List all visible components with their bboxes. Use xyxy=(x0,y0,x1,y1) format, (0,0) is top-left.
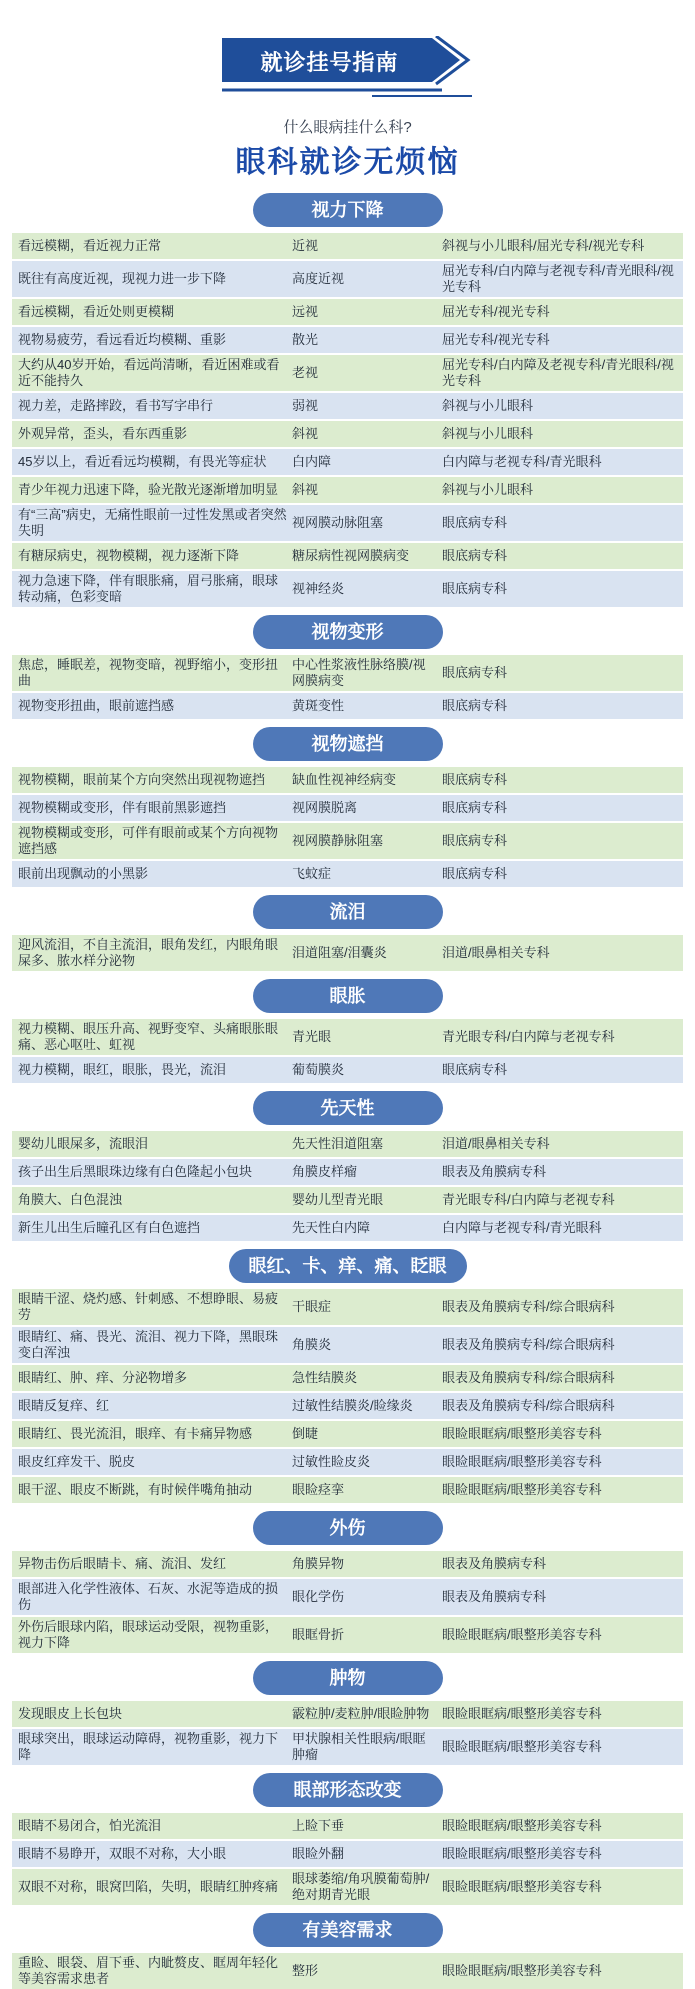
condition-cell: 近视 xyxy=(292,238,319,253)
department-cell: 屈光专科/视光专科 xyxy=(442,332,550,347)
department-cell: 眼底病专科 xyxy=(442,581,508,596)
symptom-cell: 孩子出生后黑眼珠边缘有白色隆起小包块 xyxy=(18,1164,253,1179)
symptom-cell: 外观异常，歪头，看东西重影 xyxy=(18,426,188,441)
condition-cell: 眼睑外翻 xyxy=(292,1846,345,1861)
symptom-cell: 眼部进入化学性液体、石灰、水泥等造成的损伤 xyxy=(18,1581,279,1612)
condition-cell: 急性结膜炎 xyxy=(292,1370,358,1385)
table-row xyxy=(12,543,683,569)
table-row xyxy=(12,1215,683,1241)
section xyxy=(12,1773,683,1905)
section xyxy=(12,1511,683,1653)
department-cell: 眼底病专科 xyxy=(442,833,508,848)
table-row xyxy=(12,795,683,821)
section-title: 眼胀 xyxy=(253,979,443,1013)
subtitle: 什么眼病挂什么科? xyxy=(283,119,412,136)
section-title: 视力下降 xyxy=(253,193,443,227)
symptom-cell: 看远模糊，看近视力正常 xyxy=(18,238,162,253)
condition-cell: 老视 xyxy=(292,365,319,380)
condition-cell: 高度近视 xyxy=(292,271,345,286)
table-row xyxy=(12,1579,683,1615)
condition-cell: 远视 xyxy=(292,304,319,319)
table-row xyxy=(12,477,683,503)
table-row xyxy=(12,355,683,391)
condition-cell: 眼睑痉挛 xyxy=(292,1482,345,1497)
symptom-cell: 眼睛干涩、烧灼感、针刺感、不想睁眼、易疲劳 xyxy=(18,1291,279,1322)
section-header xyxy=(12,615,683,649)
department-cell: 斜视与小儿眼科 xyxy=(442,482,534,497)
symptom-cell: 视物模糊，眼前某个方向突然出现视物遮挡 xyxy=(18,772,266,787)
table-row xyxy=(12,1393,683,1419)
department-cell: 眼睑眼眶病/眼整形美容专科 xyxy=(442,1879,602,1894)
section-header xyxy=(12,979,683,1013)
condition-cell: 散光 xyxy=(292,332,319,347)
table-row xyxy=(12,861,683,887)
section xyxy=(12,1091,683,1241)
table-row xyxy=(12,1289,683,1325)
table-row xyxy=(12,1953,683,1989)
symptom-cell: 重睑、眼袋、眉下垂、内眦赘皮、眶周年轻化等美容需求患者 xyxy=(18,1955,279,1986)
table-row xyxy=(12,505,683,541)
department-cell: 眼睑眼眶病/眼整形美容专科 xyxy=(442,1846,602,1861)
table-row xyxy=(12,1057,683,1083)
table-row xyxy=(12,1701,683,1727)
department-cell: 眼睑眼眶病/眼整形美容专科 xyxy=(442,1426,602,1441)
department-cell: 眼睑眼眶病/眼整形美容专科 xyxy=(442,1482,602,1497)
guide-sections xyxy=(0,193,695,1989)
table-row xyxy=(12,233,683,259)
symptom-cell: 双眼不对称，眼窝凹陷，失明，眼睛红肿疼痛 xyxy=(18,1879,279,1894)
condition-cell: 先天性泪道阻塞 xyxy=(292,1136,384,1151)
section xyxy=(12,727,683,887)
symptom-cell: 迎风流泪，不自主流泪，眼角发红，内眼角眼屎多、脓水样分泌物 xyxy=(18,937,279,968)
condition-cell: 糖尿病性视网膜病变 xyxy=(292,548,410,563)
title-banner xyxy=(222,36,472,98)
condition-cell: 眼化学伤 xyxy=(292,1589,345,1604)
table-row xyxy=(12,1019,683,1055)
table-row xyxy=(12,1365,683,1391)
condition-cell: 视网膜动脉阻塞 xyxy=(292,515,384,530)
department-cell: 屈光专科/白内障及老视专科/青光眼科/视光专科 xyxy=(442,357,674,388)
section-header xyxy=(12,1661,683,1695)
condition-cell: 视网膜静脉阻塞 xyxy=(292,833,384,848)
condition-cell: 婴幼儿型青光眼 xyxy=(292,1192,384,1207)
condition-cell: 弱视 xyxy=(292,398,319,413)
symptom-cell: 眼球突出，眼球运动障碍，视物重影，视力下降 xyxy=(18,1731,279,1762)
condition-cell: 霰粒肿/麦粒肿/眼睑肿物 xyxy=(292,1706,430,1721)
table-row xyxy=(12,1449,683,1475)
section-title: 流泪 xyxy=(253,895,443,929)
symptom-cell: 看远模糊，看近处则更模糊 xyxy=(18,304,175,319)
department-cell: 泪道/眼鼻相关专科 xyxy=(442,945,550,960)
table-row xyxy=(12,935,683,971)
department-cell: 眼睑眼眶病/眼整形美容专科 xyxy=(442,1627,602,1642)
department-cell: 青光眼专科/白内障与老视专科 xyxy=(442,1192,615,1207)
department-cell: 眼睑眼眶病/眼整形美容专科 xyxy=(442,1739,602,1754)
condition-cell: 干眼症 xyxy=(292,1299,332,1314)
table-row xyxy=(12,693,683,719)
department-cell: 眼睑眼眶病/眼整形美容专科 xyxy=(442,1963,602,1978)
department-cell: 眼底病专科 xyxy=(442,772,508,787)
condition-cell: 甲状腺相关性眼病/眼眶肿瘤 xyxy=(292,1731,426,1762)
section-header xyxy=(12,1091,683,1125)
section-title: 视物变形 xyxy=(253,615,443,649)
section-header xyxy=(12,1773,683,1807)
section xyxy=(12,979,683,1083)
condition-cell: 视网膜脱离 xyxy=(292,800,358,815)
symptom-cell: 视力差，走路摔跤，看书写字串行 xyxy=(18,398,214,413)
symptom-cell: 婴幼儿眼屎多，流眼泪 xyxy=(18,1136,149,1151)
department-cell: 眼底病专科 xyxy=(442,515,508,530)
condition-cell: 整形 xyxy=(292,1963,319,1978)
main-title: 眼科就诊无烦恼 xyxy=(235,146,460,179)
department-cell: 眼表及角膜病专科/综合眼病科 xyxy=(442,1398,615,1413)
section-title: 先天性 xyxy=(253,1091,443,1125)
department-cell: 泪道/眼鼻相关专科 xyxy=(442,1136,550,1151)
symptom-cell: 眼睛红、痛、畏光、流泪、视力下降，黑眼珠变白浑浊 xyxy=(18,1329,279,1360)
condition-cell: 过敏性结膜炎/睑缘炎 xyxy=(292,1398,413,1413)
department-cell: 眼底病专科 xyxy=(442,548,508,563)
table-row xyxy=(12,1869,683,1905)
symptom-cell: 眼睛红、畏光流泪，眼痒、有卡痛异物感 xyxy=(18,1426,253,1441)
symptom-cell: 焦虑，睡眠差，视物变暗，视野缩小，变形扭曲 xyxy=(18,657,279,688)
symptom-cell: 视力模糊，眼红，眼胀，畏光，流泪 xyxy=(18,1062,227,1077)
table-row xyxy=(12,1131,683,1157)
symptom-cell: 视力模糊、眼压升高、视野变窄、头痛眼胀眼痛、恶心呕吐、虹视 xyxy=(18,1021,279,1052)
symptom-cell: 眼睛不易闭合，怕光流泪 xyxy=(18,1818,162,1833)
condition-cell: 角膜炎 xyxy=(292,1337,332,1352)
table-row xyxy=(12,1551,683,1577)
department-cell: 眼表及角膜病专科/综合眼病科 xyxy=(442,1299,615,1314)
table-row xyxy=(12,1327,683,1363)
table-row xyxy=(12,393,683,419)
table-row xyxy=(12,449,683,475)
symptom-cell: 大约从40岁开始，看远尚清晰，看近困难或看近不能持久 xyxy=(18,357,280,388)
section xyxy=(12,1913,683,1989)
symptom-cell: 视力急速下降，伴有眼胀痛，眉弓胀痛，眼球转动痛，色彩变暗 xyxy=(18,573,279,604)
department-cell: 眼底病专科 xyxy=(442,1062,508,1077)
condition-cell: 先天性白内障 xyxy=(292,1220,371,1235)
table-row xyxy=(12,261,683,297)
department-cell: 斜视与小儿眼科 xyxy=(442,398,534,413)
table-row xyxy=(12,1477,683,1503)
department-cell: 眼表及角膜病专科 xyxy=(442,1589,547,1604)
section-title: 肿物 xyxy=(253,1661,443,1695)
department-cell: 眼底病专科 xyxy=(442,800,508,815)
condition-cell: 葡萄膜炎 xyxy=(292,1062,345,1077)
symptom-cell: 发现眼皮上长包块 xyxy=(18,1706,123,1721)
condition-cell: 中心性浆液性脉络膜/视网膜病变 xyxy=(292,657,426,688)
symptom-cell: 青少年视力迅速下降，验光散光逐渐增加明显 xyxy=(18,482,279,497)
table-row xyxy=(12,327,683,353)
section-title: 眼红、卡、痒、痛、眨眼 xyxy=(229,1249,467,1283)
department-cell: 斜视与小儿眼科/屈光专科/视光专科 xyxy=(442,238,645,253)
table-row xyxy=(12,823,683,859)
section-title: 有美容需求 xyxy=(253,1913,443,1947)
department-cell: 眼睑眼眶病/眼整形美容专科 xyxy=(442,1818,602,1833)
section xyxy=(12,1661,683,1765)
symptom-cell: 眼睛不易睁开，双眼不对称，大小眼 xyxy=(18,1846,227,1861)
section xyxy=(12,895,683,971)
symptom-cell: 有“三高”病史，无痛性眼前一过性发黑或者突然失明 xyxy=(18,507,287,538)
section-title: 眼部形态改变 xyxy=(253,1773,443,1807)
department-cell: 眼表及角膜病专科 xyxy=(442,1556,547,1571)
symptom-cell: 外伤后眼球内陷，眼球运动受限，视物重影，视力下降 xyxy=(18,1619,279,1650)
department-cell: 眼表及角膜病专科/综合眼病科 xyxy=(442,1370,615,1385)
department-cell: 白内障与老视专科/青光眼科 xyxy=(442,1220,602,1235)
section-title: 视物遮挡 xyxy=(253,727,443,761)
table-row xyxy=(12,1617,683,1653)
department-cell: 眼睑眼眶病/眼整形美容专科 xyxy=(442,1454,602,1469)
department-cell: 屈光专科/视光专科 xyxy=(442,304,550,319)
symptom-cell: 眼干涩、眼皮不断跳，有时候伴嘴角抽动 xyxy=(18,1482,253,1497)
symptom-cell: 眼睛红、肿、痒、分泌物增多 xyxy=(18,1370,188,1385)
symptom-cell: 眼皮红痒发干、脱皮 xyxy=(18,1454,136,1469)
symptom-cell: 角膜大、白色混浊 xyxy=(18,1192,123,1207)
department-cell: 眼表及角膜病专科 xyxy=(442,1164,547,1179)
section xyxy=(12,615,683,719)
section xyxy=(12,1249,683,1503)
condition-cell: 白内障 xyxy=(292,454,332,469)
department-cell: 青光眼专科/白内障与老视专科 xyxy=(442,1029,615,1044)
table-row xyxy=(12,1813,683,1839)
condition-cell: 斜视 xyxy=(292,426,319,441)
condition-cell: 角膜皮样瘤 xyxy=(292,1164,358,1179)
symptom-cell: 眼睛反复痒、红 xyxy=(18,1398,110,1413)
symptom-cell: 新生儿出生后瞳孔区有白色遮挡 xyxy=(18,1220,201,1235)
condition-cell: 泪道阻塞/泪囊炎 xyxy=(292,945,387,960)
table-row xyxy=(12,1187,683,1213)
symptom-cell: 视物变形扭曲，眼前遮挡感 xyxy=(18,698,175,713)
condition-cell: 眼眶骨折 xyxy=(292,1627,345,1642)
table-row xyxy=(12,767,683,793)
section-header xyxy=(12,1913,683,1947)
symptom-cell: 异物击伤后眼睛卡、痛、流泪、发红 xyxy=(18,1556,227,1571)
department-cell: 眼底病专科 xyxy=(442,698,508,713)
table-row xyxy=(12,655,683,691)
symptom-cell: 眼前出现飘动的小黑影 xyxy=(18,866,149,881)
table-row xyxy=(12,1729,683,1765)
section-title: 外伤 xyxy=(253,1511,443,1545)
section xyxy=(12,193,683,607)
department-cell: 眼底病专科 xyxy=(442,665,508,680)
section-header xyxy=(12,1511,683,1545)
condition-cell: 眼球萎缩/角巩膜葡萄肿/绝对期青光眼 xyxy=(292,1871,430,1902)
symptom-cell: 既往有高度近视，现视力进一步下降 xyxy=(18,271,227,286)
banner-title: 就诊挂号指南 xyxy=(260,50,399,75)
symptom-cell: 视物易疲劳，看远看近均模糊、重影 xyxy=(18,332,227,347)
condition-cell: 青光眼 xyxy=(292,1029,332,1044)
condition-cell: 飞蚊症 xyxy=(292,866,332,881)
condition-cell: 斜视 xyxy=(292,482,319,497)
condition-cell: 黄斑变性 xyxy=(292,698,345,713)
condition-cell: 视神经炎 xyxy=(292,581,345,596)
section-header xyxy=(12,193,683,227)
section-header xyxy=(12,727,683,761)
department-cell: 白内障与老视专科/青光眼科 xyxy=(442,454,602,469)
symptom-cell: 视物模糊或变形，伴有眼前黑影遮挡 xyxy=(18,800,227,815)
condition-cell: 缺血性视神经病变 xyxy=(292,772,397,787)
department-cell: 斜视与小儿眼科 xyxy=(442,426,534,441)
symptom-cell: 有糖尿病史，视物模糊，视力逐渐下降 xyxy=(18,548,240,563)
table-row xyxy=(12,571,683,607)
department-cell: 眼表及角膜病专科/综合眼病科 xyxy=(442,1337,615,1352)
table-row xyxy=(12,1159,683,1185)
table-row xyxy=(12,1841,683,1867)
department-cell: 屈光专科/白内障与老视专科/青光眼科/视光专科 xyxy=(442,263,674,294)
symptom-cell: 45岁以上，看近看远均模糊，有畏光等症状 xyxy=(18,454,267,469)
condition-cell: 过敏性睑皮炎 xyxy=(292,1454,371,1469)
condition-cell: 角膜异物 xyxy=(292,1556,345,1571)
table-row xyxy=(12,299,683,325)
condition-cell: 倒睫 xyxy=(292,1426,319,1441)
table-row xyxy=(12,1421,683,1447)
symptom-cell: 视物模糊或变形，可伴有眼前或某个方向视物遮挡感 xyxy=(18,825,279,856)
department-cell: 眼睑眼眶病/眼整形美容专科 xyxy=(442,1706,602,1721)
department-cell: 眼底病专科 xyxy=(442,866,508,881)
condition-cell: 上睑下垂 xyxy=(292,1818,345,1833)
section-header xyxy=(12,895,683,929)
page-header xyxy=(0,0,695,185)
table-row xyxy=(12,421,683,447)
section-header xyxy=(12,1249,683,1283)
